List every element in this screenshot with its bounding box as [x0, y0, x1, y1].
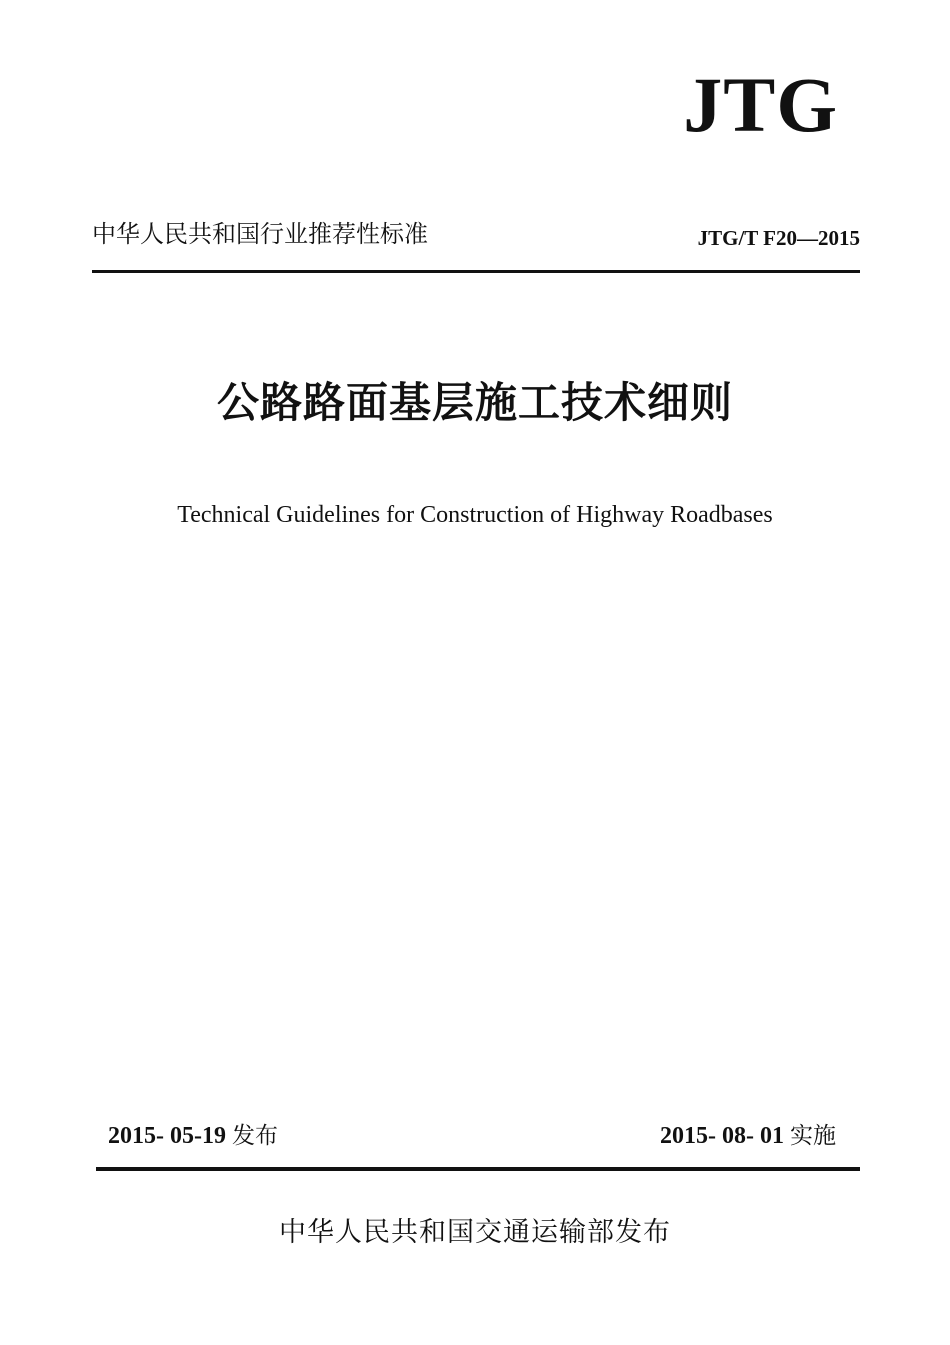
document-title-chinese: 公路路面基层施工技术细则 [216, 378, 733, 427]
issue-date: 2015- 05-19 [108, 1123, 226, 1149]
implement-label: 实施 [790, 1123, 836, 1149]
implement-date-block [660, 1124, 836, 1148]
issue-date-block [108, 1124, 278, 1148]
standard-category: 中华人民共和国行业推荐性标准 [92, 220, 428, 248]
implement-date: 2015- 08- 01 [660, 1123, 784, 1149]
jtg-logo: JTG [683, 61, 838, 148]
bottom-divider [96, 1167, 860, 1171]
standard-code: JTG/T F20—2015 [697, 226, 860, 250]
top-divider [92, 270, 860, 273]
issue-label: 发布 [231, 1123, 278, 1149]
document-title-english: Technical Guidelines for Construction of Highway Roadbases [177, 502, 773, 528]
publisher: 中华人民共和国交通运输部发布 [279, 1217, 671, 1248]
